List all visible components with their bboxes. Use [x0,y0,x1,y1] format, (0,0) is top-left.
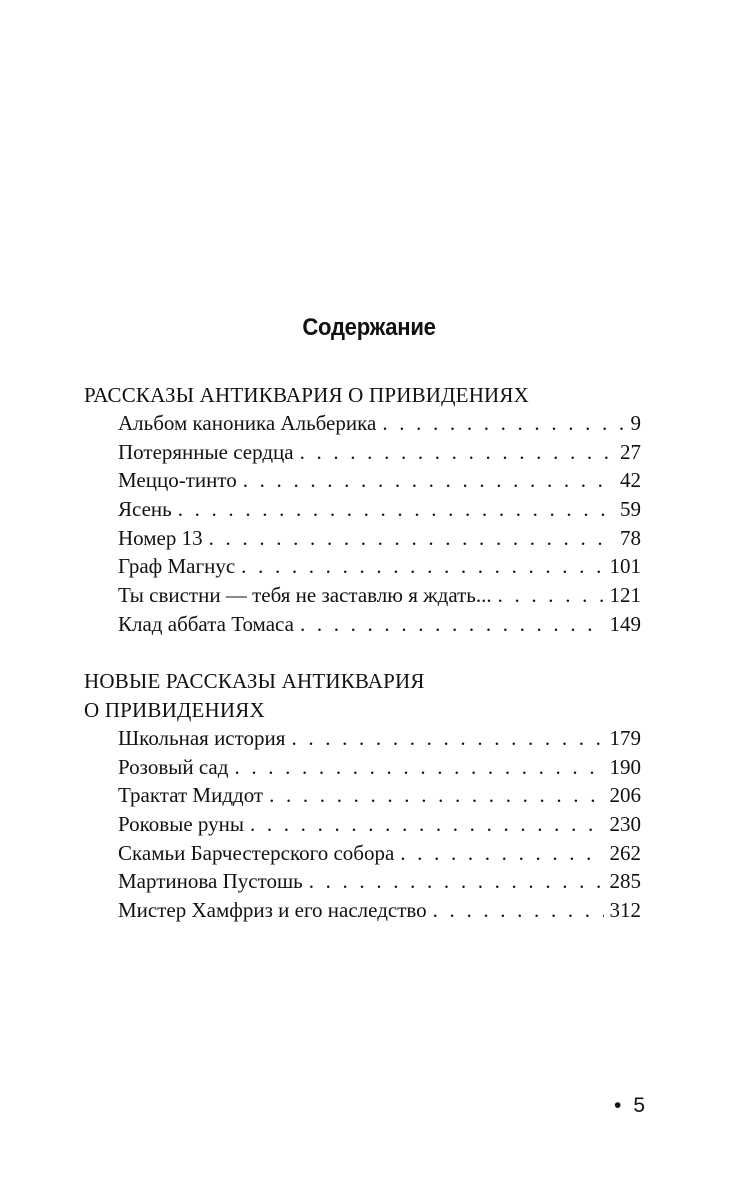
toc-entry [118,612,641,640]
entry-page-number: 179 [609,726,641,750]
section-heading-continuation: О ПРИВИДЕНИЯХ [84,698,265,722]
entry-page-number: 230 [609,812,641,836]
entry-title: Меццо-тинто [118,468,237,492]
entry-title: Граф Магнус [118,554,236,578]
toc-entry [118,411,641,439]
entry-title: Альбом каноника Альберика [118,411,377,435]
dot-leader [382,411,624,436]
page-title: Содержание [302,314,436,341]
entry-title: Роковые руны [118,812,244,836]
entry-page-number: 206 [609,783,641,807]
dot-leader [178,497,614,522]
dot-leader [300,612,604,637]
toc-entry [118,898,641,926]
toc-entry [118,812,641,840]
dot-leader [234,755,603,780]
dot-leader [400,841,603,866]
toc-entry [118,526,641,554]
entry-page-number: 121 [609,583,641,607]
entry-page-number: 149 [609,612,641,636]
toc-entry [118,583,641,611]
entry-title: Клад аббата Томаса [118,612,294,636]
toc-entry [118,497,641,525]
entry-page-number: 262 [609,841,641,865]
dot-leader [243,468,614,493]
entry-title: Потерянные сердца [118,440,294,464]
entry-page-number: 42 [620,468,641,492]
entry-title: Розовый сад [118,755,229,779]
toc-entry [118,554,641,582]
entry-page-number: 27 [620,440,641,464]
toc-entry [118,755,641,783]
section-heading: РАССКАЗЫ АНТИКВАРИЯ О ПРИВИДЕНИЯХ [84,383,529,407]
dot-leader [269,783,603,808]
dot-leader [250,812,604,837]
bullet-icon: • [613,1094,622,1117]
toc-entry [118,726,641,754]
entry-page-number: 285 [609,869,641,893]
page-footer [575,1094,645,1118]
entry-title: Трактат Миддот [118,783,264,807]
toc-entry [118,783,641,811]
entry-title: Номер 13 [118,526,203,550]
entry-title: Школьная история [118,726,286,750]
entry-page-number: 101 [609,554,641,578]
entry-page-number: 9 [630,411,641,435]
entry-title: Ясень [118,497,172,521]
dot-leader [300,440,614,465]
dot-leader [209,526,614,551]
toc-entry [118,841,641,869]
toc-entry [118,468,641,496]
dot-leader [241,554,603,579]
entry-title: Скамьи Барчестерского собора [118,841,395,865]
entry-page-number: 59 [620,497,641,521]
entry-page-number: 190 [609,755,641,779]
section-heading: НОВЫЕ РАССКАЗЫ АНТИКВАРИЯ [84,669,425,693]
toc-entry [118,440,641,468]
dot-leader [433,898,604,923]
page-number: 5 [633,1094,645,1117]
entry-title: Ты свистни — тебя не заставлю я ждать... [118,583,492,607]
entry-title: Мистер Хамфриз и его наследство [118,898,427,922]
toc-entry [118,869,641,897]
entry-page-number: 312 [609,898,641,922]
dot-leader [291,726,603,751]
entry-page-number: 78 [620,526,641,550]
entry-title: Мартинова Пустошь [118,869,303,893]
dot-leader [498,583,604,608]
dot-leader [309,869,604,894]
